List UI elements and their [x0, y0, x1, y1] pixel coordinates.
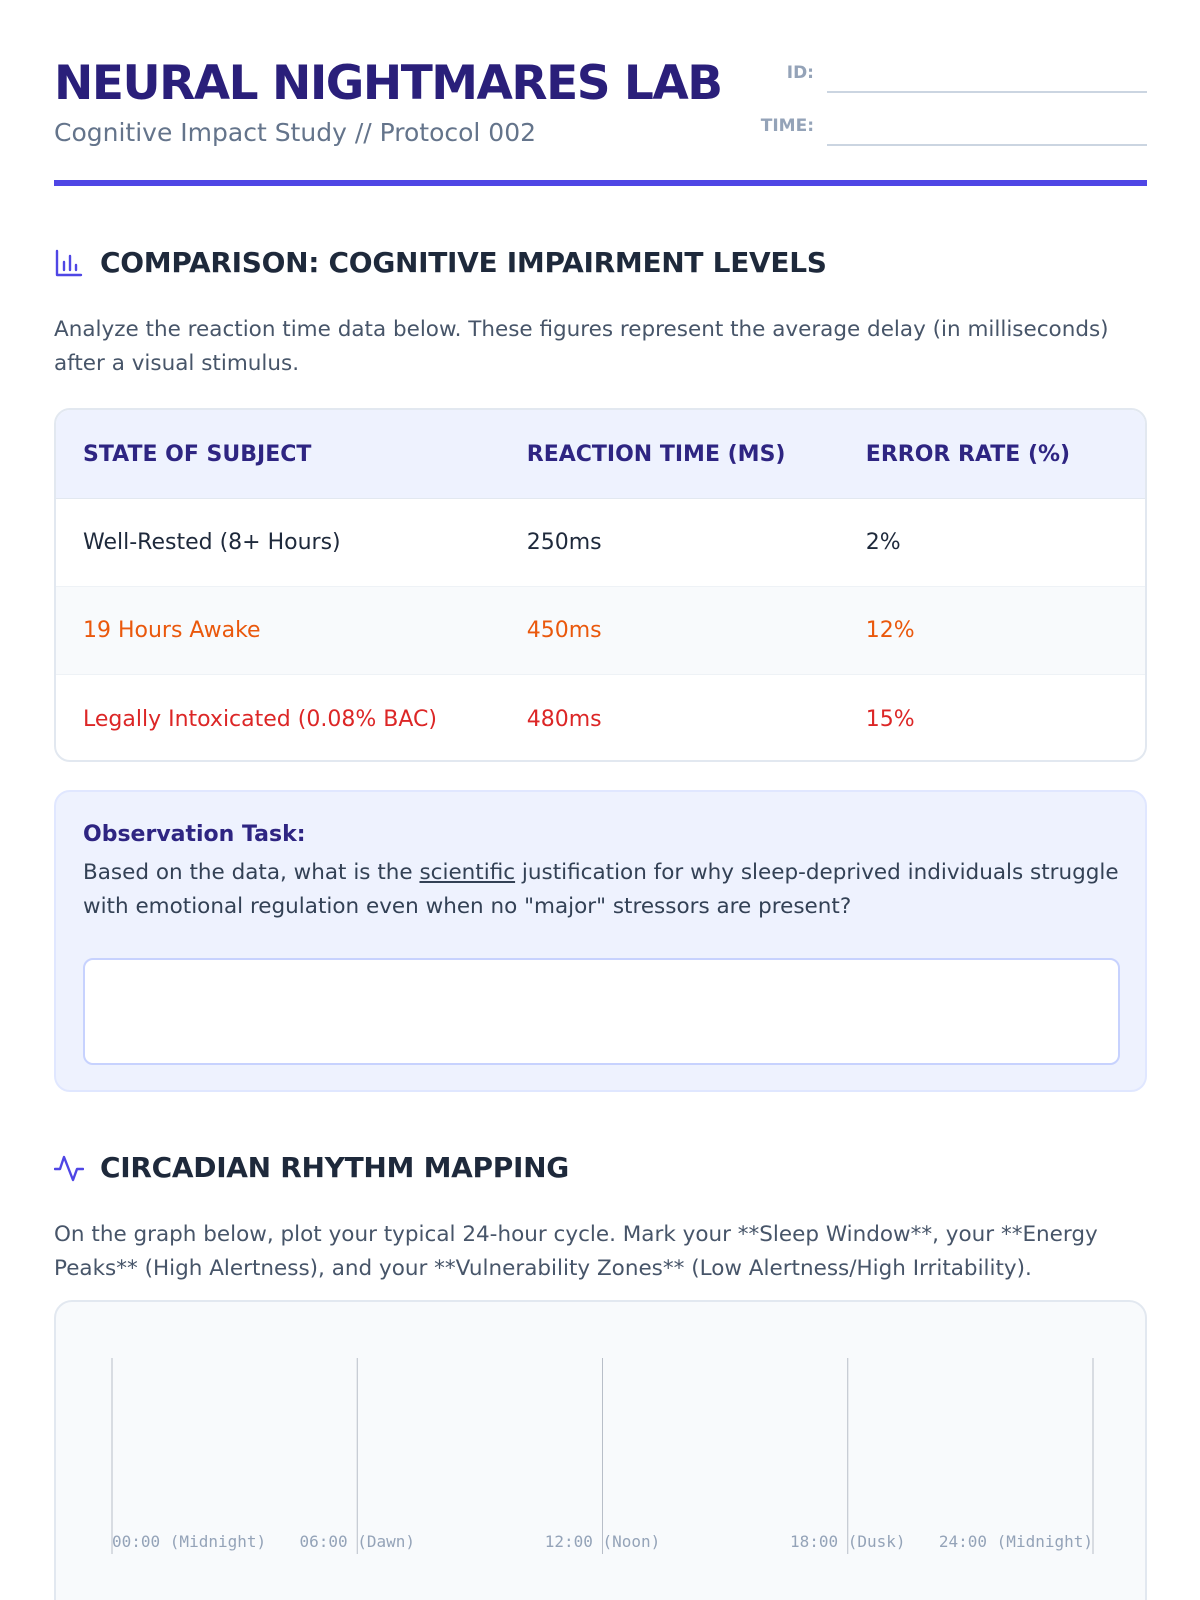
- error-cell: 15%: [865, 706, 915, 732]
- x-tick-label-0: 00:00 (Midnight): [112, 1532, 267, 1551]
- task-question-end: justification for why sleep-deprived individuals struggle with emotional regulation even when no "major" stressors are present?: [83, 860, 1119, 919]
- header-divider: [54, 180, 1147, 186]
- reaction-time-table: [54, 408, 1147, 762]
- lab-subtitle: Cognitive Impact Study // Protocol 002: [54, 118, 537, 147]
- circadian-title: CIRCADIAN RHYTHM MAPPING: [100, 1151, 569, 1184]
- x-tick-label-2: 12:00 (Noon): [544, 1532, 661, 1551]
- reaction-cell: 480ms: [526, 706, 602, 732]
- task-answer-input[interactable]: [83, 958, 1120, 1065]
- circadian-intro: On the graph below, plot your typical 24-hour cycle. Mark your **Sleep Window**, your **Energy Peaks** (High Alertness), and your **Vulnerability Zones** (Low Alertness/High Irritability).: [54, 1222, 1098, 1281]
- table-row: [56, 499, 1145, 587]
- comparison-title: COMPARISON: COGNITIVE IMPAIRMENT LEVELS: [100, 246, 827, 279]
- id-label: ID:: [786, 63, 814, 83]
- table-row: [56, 587, 1145, 675]
- error-cell: 2%: [865, 530, 901, 555]
- time-field-line[interactable]: [827, 144, 1147, 146]
- circadian-chart-svg[interactable]: [56, 1302, 1147, 1600]
- circadian-chart[interactable]: [54, 1300, 1147, 1600]
- table-row: [56, 675, 1145, 762]
- column-header-reaction: REACTION TIME (MS): [526, 441, 786, 467]
- task-question-start: Based on the data, what is the: [83, 860, 420, 885]
- task-title: Observation Task:: [83, 822, 306, 847]
- state-cell: Well-Rested (8+ Hours): [83, 530, 341, 555]
- error-cell: 12%: [865, 618, 915, 643]
- circadian-heading: [54, 1151, 569, 1184]
- x-tick-label-3: 18:00 (Dusk): [789, 1532, 906, 1551]
- time-label: TIME:: [760, 116, 814, 136]
- reaction-cell: 250ms: [526, 530, 602, 555]
- x-tick-label-4: 24:00 (Midnight): [938, 1532, 1093, 1551]
- header: [54, 0, 1147, 186]
- comparison-heading: [54, 246, 827, 279]
- task-question: [83, 856, 1123, 924]
- bar-chart-icon: [54, 248, 84, 278]
- worksheet-page: [54, 0, 1147, 1551]
- column-header-state: STATE OF SUBJECT: [83, 441, 312, 467]
- state-cell: Legally Intoxicated (0.08% BAC): [83, 706, 437, 732]
- state-cell: 19 Hours Awake: [83, 618, 261, 643]
- task-question-emphasis: scientific: [419, 860, 516, 885]
- table-header-row: [56, 410, 1145, 499]
- column-header-error: ERROR RATE (%): [865, 441, 1071, 467]
- comparison-intro: Analyze the reaction time data below. These figures represent the average delay (in milliseconds) after a visual stimulus.: [54, 317, 1109, 376]
- x-tick-label-1: 06:00 (Dawn): [299, 1532, 416, 1551]
- pulse-icon: [54, 1153, 84, 1183]
- reaction-cell: 450ms: [526, 618, 602, 643]
- lab-title: NEURAL NIGHTMARES LAB: [54, 56, 722, 111]
- observation-task-box: [54, 790, 1147, 1092]
- id-field-line[interactable]: [827, 91, 1147, 93]
